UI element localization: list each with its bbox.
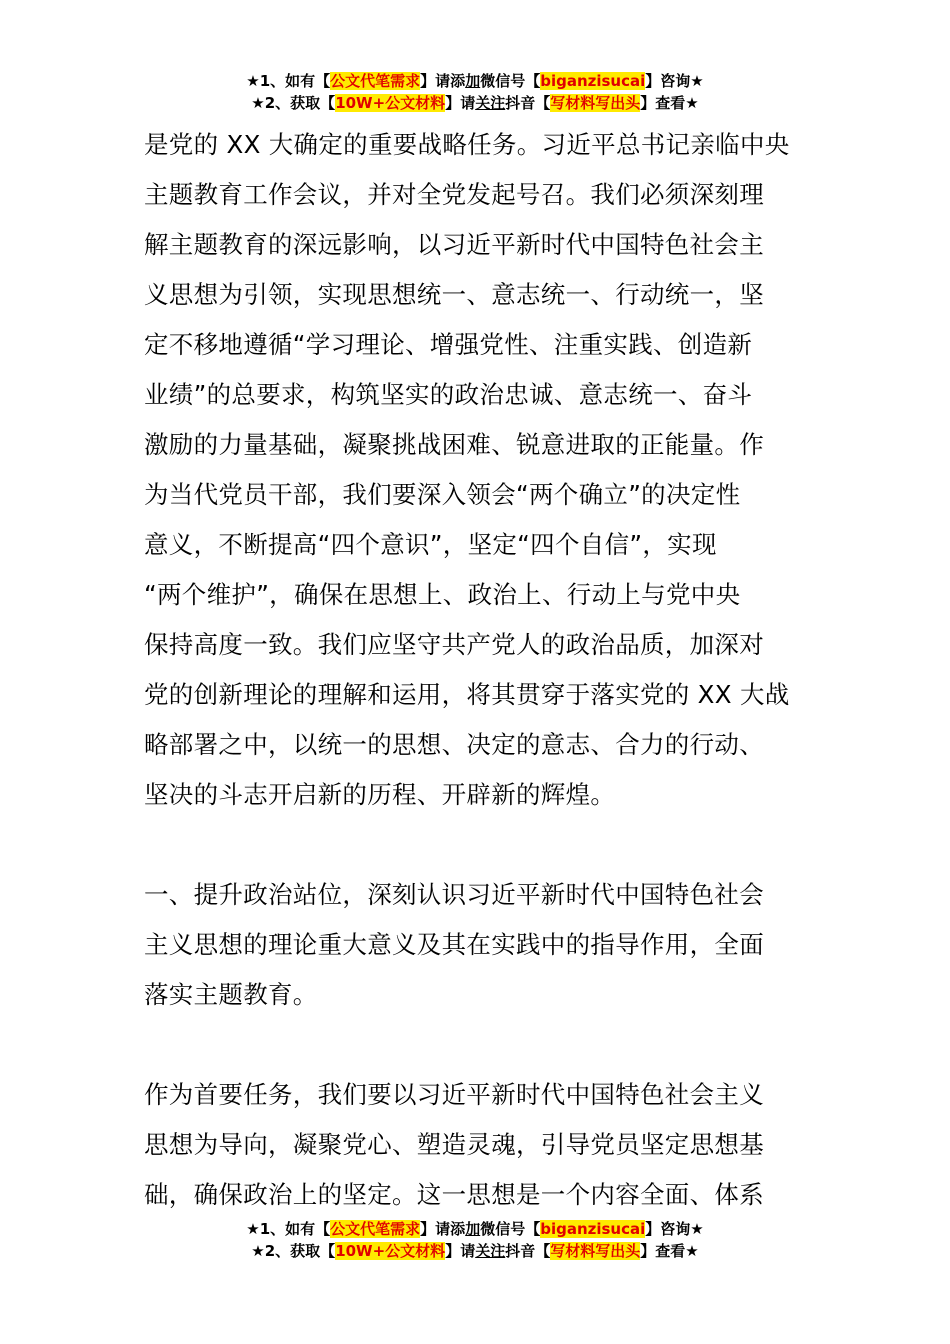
header-notice [0, 70, 950, 114]
notice-text: 】请添 [420, 72, 466, 90]
text-line: 保持高度一致。我们应坚守共产党人的政治品质，加深对 [144, 630, 764, 659]
text-line: 意义，不断提高“四个意识”，坚定“四个自信”，实现 [144, 530, 717, 559]
notice-highlight: 10W+公文材料 [335, 1242, 446, 1260]
paragraph-spacer [144, 1020, 814, 1070]
text-line: 主义思想的理论重大意义及其在实践中的指导作用，全面 [144, 930, 764, 959]
text-line: 激励的力量基础，凝聚挑战困难、锐意进取的正能量。作 [144, 430, 764, 459]
text-line: 主题教育工作会议，并对全党发起号召。我们必须深刻理 [144, 180, 764, 209]
text-line: 略部署之中，以统一的思想、决定的意志、合力的行动、 [144, 730, 764, 759]
text-line: 思想为导向，凝聚党心、塑造灵魂，引导党员坚定思想基 [144, 1130, 764, 1159]
notice-line-1 [0, 70, 950, 92]
paragraph-1 [144, 120, 814, 820]
notice-highlight: 10W+公文材料 [335, 94, 446, 112]
notice-highlight: biganzisucai [540, 72, 646, 90]
text-line: “两个维护”，确保在思想上、政治上、行动上与党中央 [144, 580, 741, 609]
notice-text: ★1、如有【 [246, 1220, 331, 1238]
notice-highlight: 写材料写出头 [550, 1242, 641, 1260]
notice-text: 抖音【 [505, 94, 551, 112]
text-line: 为当代党员干部，我们要深入领会“两个确立”的决定性 [144, 480, 741, 509]
text-line: 础，确保政治上的坚定。这一思想是一个内容全面、体系 [144, 1180, 764, 1209]
text-line: 党的创新理论的理解和运用，将其贯穿于落实党的 XX 大战 [144, 680, 790, 709]
notice-underlined: 关注 [475, 94, 506, 112]
notice-text: 】查看★ [640, 94, 699, 112]
notice-highlight: 写材料写出头 [550, 94, 641, 112]
notice-line-1 [0, 1218, 950, 1240]
notice-line-2 [0, 92, 950, 114]
text-line: 坚决的斗志开启新的历程、开辟新的辉煌。 [144, 780, 616, 809]
paragraph-spacer [144, 820, 814, 870]
notice-underlined: 加 [465, 72, 481, 90]
footer-notice [0, 1218, 950, 1262]
text-line: 义思想为引领，实现思想统一、意志统一、行动统一，坚 [144, 280, 764, 309]
notice-text: 微信号【 [480, 1220, 541, 1238]
text-line: 作为首要任务，我们要以习近平新时代中国特色社会主义 [144, 1080, 764, 1109]
notice-text: 】查看★ [640, 1242, 699, 1260]
text-line: 一、提升政治站位，深刻认识习近平新时代中国特色社会 [144, 880, 764, 909]
notice-line-2 [0, 1240, 950, 1262]
notice-text: 】请 [445, 94, 476, 112]
notice-underlined: 关注 [475, 1242, 506, 1260]
notice-text: 】请 [445, 1242, 476, 1260]
paragraph-2 [144, 1070, 814, 1220]
text-line: 是党的 XX 大确定的重要战略任务。习近平总书记亲临中央 [144, 130, 790, 159]
notice-text: 微信号【 [480, 72, 541, 90]
text-line: 定不移地遵循“学习理论、增强党性、注重实践、创造新 [144, 330, 753, 359]
notice-text: ★1、如有【 [246, 72, 331, 90]
notice-text: 】咨询★ [645, 1220, 704, 1238]
notice-text: 抖音【 [505, 1242, 551, 1260]
notice-text: 】请添 [420, 1220, 466, 1238]
text-line: 解主题教育的深远影响，以习近平新时代中国特色社会主 [144, 230, 764, 259]
notice-highlight: 公文代笔需求 [330, 72, 421, 90]
notice-highlight: biganzisucai [540, 1220, 646, 1238]
text-line: 业绩”的总要求，构筑坚实的政治忠诚、意志统一、奋斗 [144, 380, 753, 409]
notice-text: ★2、获取【 [251, 94, 336, 112]
notice-highlight: 公文代笔需求 [330, 1220, 421, 1238]
document-body [144, 120, 814, 1220]
notice-underlined: 加 [465, 1220, 481, 1238]
notice-text: ★2、获取【 [251, 1242, 336, 1260]
notice-text: 】咨询★ [645, 72, 704, 90]
section-heading-1 [144, 870, 814, 1020]
text-line: 落实主题教育。 [144, 980, 318, 1009]
